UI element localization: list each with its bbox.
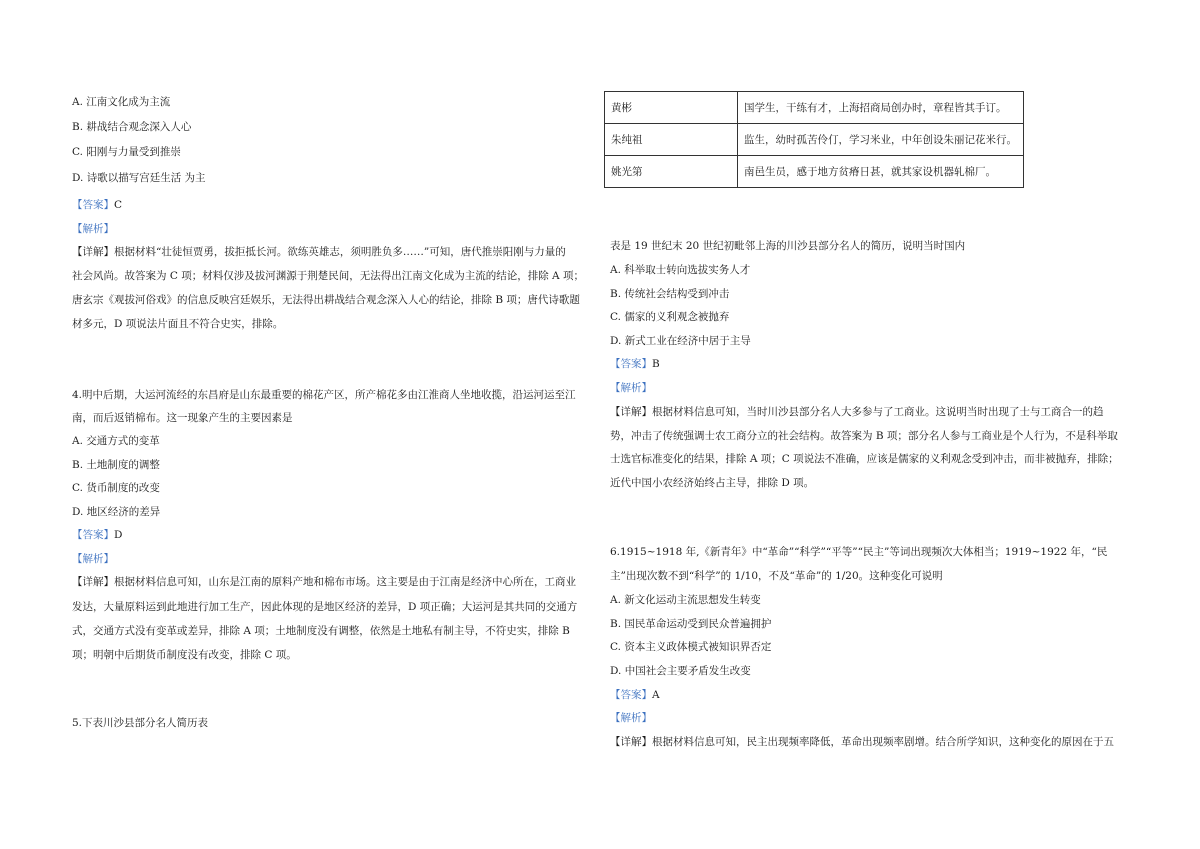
- answer-value: D: [114, 529, 123, 541]
- q6-option-c: C. 资本主义政体模式被知识界否定: [610, 641, 772, 653]
- q4-detail-line: [72, 575, 592, 589]
- q3-option-a: A. 江南文化成为主流: [72, 96, 171, 108]
- q4-detail-line: 发达，大量原料运到此地进行加工生产，因此体现的是地区经济的差异，D 项正确；大运河是其共同的交通方: [72, 601, 578, 613]
- answer-tag: 【答案】: [610, 358, 652, 370]
- q5-detail-line: 势，冲击了传统强调士农工商分立的社会结构。故答案为 B 项；部分名人参与工商业是个人行为，不是科举取: [610, 430, 1118, 442]
- detail-tag: 【详解】: [72, 576, 114, 588]
- q3-detail-line: 唐玄宗《观拔河俗戏》的信息反映宫廷娱乐，无法得出耕战结合观念深入人心的结论，排除 B 项；唐代诗歌题: [72, 294, 580, 306]
- q6-answer: [610, 688, 1130, 702]
- q5-option-d: D. 新式工业在经济中居于主导: [610, 335, 751, 347]
- q6-stem-line: 6.1915~1918 年,《新青年》中“革命”“科学”“平等”“民主”等词出现频次大体相当；1919~1922 年，“民: [610, 546, 1108, 558]
- table-row: [605, 156, 1024, 188]
- q6-option-b: B. 国民革命运动受到民众普遍拥护: [610, 618, 772, 630]
- q4-option-a: A. 交通方式的变革: [72, 435, 160, 447]
- detail-text: 根据材料信息可知，当时川沙县部分名人大多参与了工商业。这说明当时出现了士与工商合一的趋: [652, 406, 1104, 418]
- q3-detail-line: 材多元，D 项说法片面且不符合史实，排除。: [72, 318, 284, 330]
- q6-detail-line: [610, 735, 1130, 749]
- q3-option-b: B. 耕战结合观念深入人心: [72, 121, 192, 133]
- detail-tag: 【详解】: [610, 406, 652, 418]
- q5-option-a: A. 科举取士转向选拔实务人才: [610, 264, 751, 276]
- q4-option-d: D. 地区经济的差异: [72, 506, 161, 518]
- q4-option-c: C. 货币制度的改变: [72, 482, 160, 494]
- q5-detail-line: [610, 405, 1130, 419]
- q5-question: 表是 19 世纪末 20 世纪初毗邻上海的川沙县部分名人的简历，说明当时国内: [610, 240, 966, 252]
- q5-analysis-tag: 【解析】: [610, 382, 652, 394]
- q5-option-b: B. 传统社会结构受到冲击: [610, 288, 730, 300]
- answer-tag: 【答案】: [72, 529, 114, 541]
- q5-detail-line: 近代中国小农经济始终占主导，排除 D 项。: [610, 477, 815, 489]
- table-cell-name: 姚光第: [605, 156, 738, 188]
- q5-answer: [610, 357, 1130, 371]
- q4-detail-line: 式，交通方式没有变革或差异，排除 A 项；土地制度没有调整，依然是土地私有制主导，不符史实，排除 B: [72, 625, 570, 637]
- q3-answer: [72, 198, 592, 212]
- q6-option-a: A. 新文化运动主流思想发生转变: [610, 594, 761, 606]
- table-row: [605, 124, 1024, 156]
- q5-stem: 5.下表川沙县部分名人简历表: [72, 717, 209, 729]
- answer-value: A: [652, 689, 660, 701]
- q4-option-b: B. 土地制度的调整: [72, 459, 160, 471]
- celebrity-resume-table: [604, 91, 1024, 188]
- answer-tag: 【答案】: [610, 689, 652, 701]
- q4-analysis-tag: 【解析】: [72, 553, 114, 565]
- q3-option-c: C. 阳刚与力量受到推崇: [72, 146, 181, 158]
- detail-text: 根据材料信息可知，山东是江南的原料产地和棉布市场。这主要是由于江南是经济中心所在，工商业: [114, 576, 576, 588]
- q6-stem-line: 主”出现次数不到“科学”的 1/10，不及“革命”的 1/20。这种变化可说明: [610, 570, 943, 582]
- detail-text: 根据材料信息可知，民主出现频率降低，革命出现频率剧增。结合所学知识，这种变化的原因在于五: [652, 736, 1114, 748]
- q5-detail-line: 士选官标准变化的结果，排除 A 项；C 项说法不准确，应该是儒家的义利观念受到冲击，而非被抛弃，排除；: [610, 453, 1119, 465]
- q5-option-c: C. 儒家的义利观念被抛弃: [610, 311, 730, 323]
- table-cell-name: 朱纯祖: [605, 124, 738, 156]
- detail-tag: 【详解】: [72, 246, 114, 258]
- q6-analysis-tag: 【解析】: [610, 712, 652, 724]
- detail-text: 根据材料“壮徒恒贾勇，拔拒抵长河。欲练英雄志，须明胜负多……”可知，唐代推崇阳刚与力量的: [114, 246, 566, 258]
- q4-stem-line: 4.明中后期，大运河流经的东昌府是山东最重要的棉花产区，所产棉花多由江淮商人坐地收揽，沿运河运至江: [72, 389, 576, 401]
- table-cell-desc: 监生，幼时孤苦伶仃，学习米业，中年创设朱丽记花米行。: [738, 124, 1024, 156]
- detail-tag: 【详解】: [610, 736, 652, 748]
- answer-tag: 【答案】: [72, 199, 114, 211]
- table-row: [605, 92, 1024, 124]
- q3-detail-line: [72, 245, 592, 259]
- q3-analysis-tag: 【解析】: [72, 223, 114, 235]
- answer-value: C: [114, 199, 123, 211]
- q6-option-d: D. 中国社会主要矛盾发生改变: [610, 665, 751, 677]
- q3-detail-line: 社会风尚。故答案为 C 项；材料仅涉及拔河渊源于荆楚民间，无法得出江南文化成为主流的结论，排除 A 项；: [72, 270, 584, 282]
- table-cell-desc: 南邑生员，感于地方贫瘠日甚，就其家设机器轧棉厂。: [738, 156, 1024, 188]
- q4-answer: [72, 528, 592, 542]
- q3-option-d: D. 诗歌以描写宫廷生活 为主: [72, 172, 206, 184]
- answer-value: B: [652, 358, 660, 370]
- table-cell-desc: 国学生，干练有才，上海招商局创办时，章程皆其手订。: [738, 92, 1024, 124]
- q4-stem-line: 南，而后返销棉布。这一现象产生的主要因素是: [72, 412, 293, 424]
- table-cell-name: 黄彬: [605, 92, 738, 124]
- q4-detail-line: 项；明朝中后期货币制度没有改变，排除 C 项。: [72, 649, 297, 661]
